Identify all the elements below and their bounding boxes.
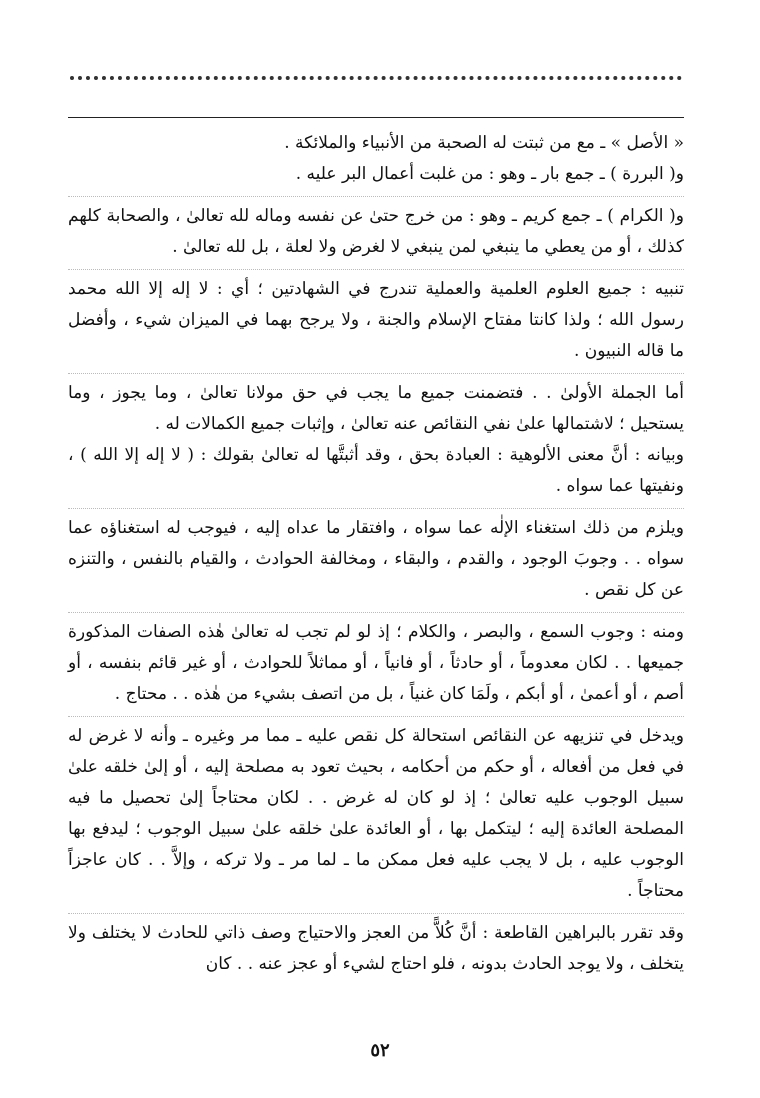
paragraph-8: ومنه : وجوب السمع ، والبصر ، والكلام ؛ إذ لو لم تجب له تعالىٰ هٰذه الصفات المذكورة جميعها . . لكان معدوماً ، أو حادثاً ، أو فانياً ، أو مماثلاً للحوادث ، أو غير قائم بنفسه ، أو أصم ، أو أعمىٰ ، أو أبكم ، ولَمَا كان غنياً ، بل من اتصف بشيء من هٰذه . . محتاج . [68,612,684,710]
page-number: ٥٢ [370,1040,390,1061]
paragraph-5: أما الجملة الأولىٰ . . فتضمنت جميع ما يجب في حق مولانا تعالىٰ ، وما يجوز ، وما يستحيل ؛ لاشتمالها علىٰ نفي النقائص عنه تعالىٰ ، وإثبات جميع الكمالات له . [68,373,684,440]
paragraph-10: وقد تقرر بالبراهين القاطعة : أنَّ كُلاًّ من العجز والاحتياج وصف ذاتي للحادث لا يختلف ولا يتخلف ، ولا يوجد الحادث بدونه ، فلو احتاج لشيء أو عجز عنه . . كان [68,913,684,980]
header-rule [68,117,684,118]
paragraph-4: تنبيه : جميع العلوم العلمية والعملية تندرج في الشهادتين ؛ أي : لا إله إلا الله محمد رسول الله ؛ ولذا كانتا مفتاح الإسلام والجنة ، ولا يرجح بهما في الميزان شيء ، وأفضل ما قاله النبيون . [68,269,684,367]
paragraph-6: وبيانه : أنَّ معنى الألوهية : العبادة بحق ، وقد أثبتَّها له تعالىٰ بقولك : ( لا إله إلا الله ) ، ونفيتها عما سواه . [68,445,684,496]
paragraph-9: ويدخل في تنزيهه عن النقائص استحالة كل نقص عليه ـ مما مر وغيره ـ وأنه لا غرض له في فعل من أفعاله ، أو حكم من أحكامه ، بحيث تعود به مصلحة إليه ، أو إلىٰ خلقه علىٰ سبيل الوجوب عليه تعالىٰ ؛ إذ لو كان له غرض . . لكان محتاجاً إلىٰ تحصيل ما فيه المصلحة العائدة إليه ؛ ليتكمل بها ، أو العائدة علىٰ خلقه علىٰ سبيل الوجوب ؛ ليدفع بها الوجوب عليه ، بل لا يجب عليه فعل ممكن ما ـ لما مر ـ ولا تركه ، وإلاَّ . . كان عاجزاً محتاجاً . [68,716,684,907]
body-text [68,128,684,980]
paragraph-3: و( الكرام ) ـ جمع كريم ـ وهو : من خرج حتىٰ عن نفسه وماله لله تعالىٰ ، والصحابة كلهم كذلك ، أو من يعطي ما ينبغي لمن ينبغي لا لغرض ولا لعلة ، بل لله تعالىٰ . [68,196,684,263]
paragraph-1: « الأصل » ـ مع من ثبتت له الصحبة من الأنبياء والملائكة . [284,133,684,153]
paragraph-7: ويلزم من ذلك استغناء الإلٰه عما سواه ، وافتقار ما عداه إليه ، فيوجب له استغناؤه عما سواه . . وجوبَ الوجود ، والقدم ، والبقاء ، ومخالفة الحوادث ، والقيام بالنفس ، والتنزه عن كل نقص . [68,508,684,606]
paragraph-2: و( البررة ) ـ جمع بار ـ وهو : من غلبت أعمال البر عليه . [295,164,684,184]
footnote-separator-dots [70,76,682,86]
